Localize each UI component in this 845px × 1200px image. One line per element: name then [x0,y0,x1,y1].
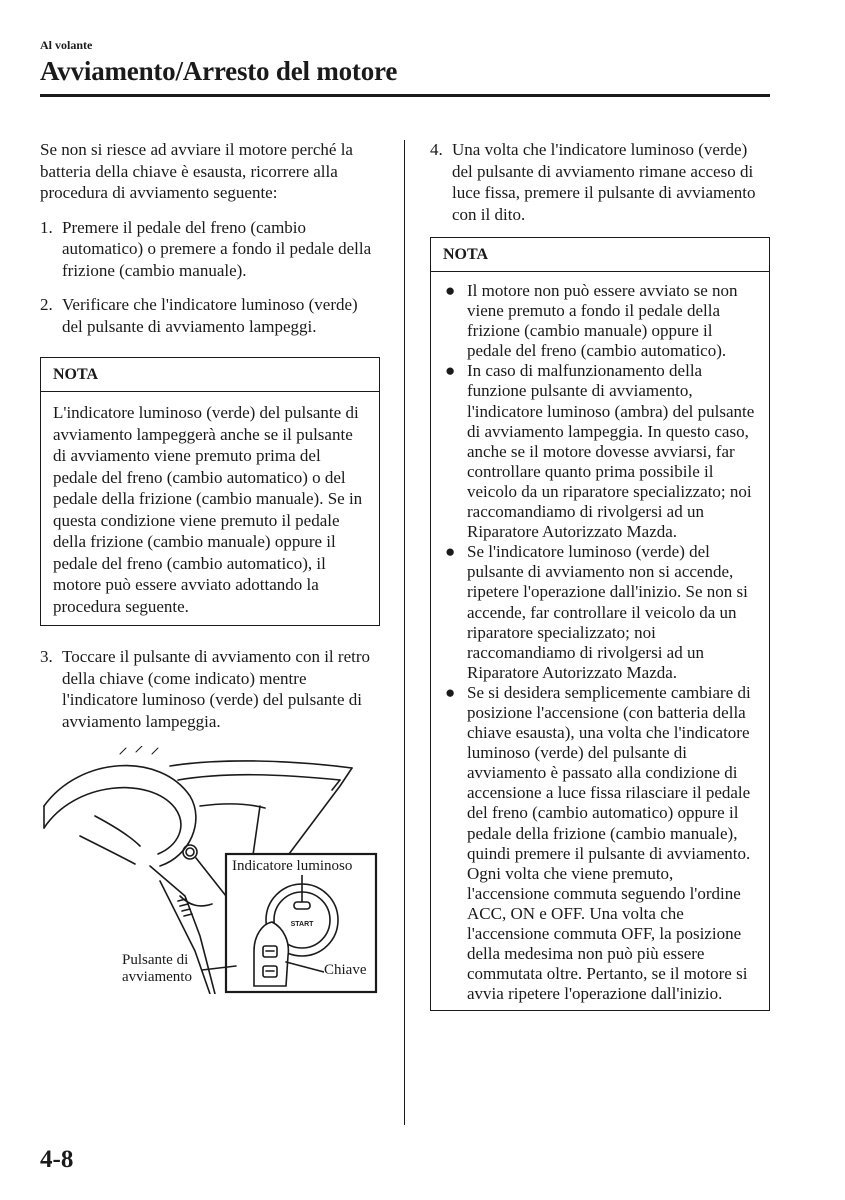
step-number: 4. [430,140,443,159]
bullet-text: Se si desidera semplicemente cambiare di posizione l'accensione (con batteria della chiave esausta), una volta che l'indicatore luminoso (verde) del pulsante di avviamento è passato alla condizione di accensione a luce fissa rilasciare il pedale del freno (cambio automatico) oppure il pedale della frizione (cambio manuale), quindi premere il pulsante di avviamento. Ogni volta che viene premuto, l'accensione commuta seguendo l'ordine ACC, ON e OFF. Una volta che l'accensione commuta OFF, la posizione della medesima non può più essere commutata oltre. Pertanto, se il motore si avvia ripetere l'operazione dall'inizio. [467,682,751,1004]
label-start-button [122,952,192,986]
label-key: Chiave [324,962,367,978]
step-text: Premere il pedale del freno (cambio automatico) o premere a fondo il pedale della frizione (cambio manuale). [62,217,372,280]
step-number: 2. [40,295,53,314]
bullet-icon: ● [445,361,456,381]
start-button-text: START [290,921,314,928]
list-item [443,281,757,361]
right-column [430,139,770,1011]
dash-button-icon [183,845,197,859]
note-heading: NOTA [41,358,379,392]
note-box-right [430,237,770,1011]
label-start-button-line1: Pulsante di [122,952,189,968]
note-text: L'indicatore luminoso (verde) del pulsante di avviamento lampeggerà anche se il pulsante di avviamento viene premuto prima del pedale del freno (cambio automatico) o del pedale della frizione (cambio manuale). Se in questa condizione viene premuto il pedale della frizione (cambio manuale) oppure il pedale del freno (cambio automatico), il motore può essere avviato adottando la procedura seguente. [53,403,363,616]
bullet-icon: ● [445,542,456,562]
list-item [443,542,757,683]
page-title: Avviamento/Arresto del motore [40,56,398,86]
steering-wheel-icon [44,766,196,866]
list-item [443,361,757,542]
column-divider [404,140,405,1125]
step-number: 1. [40,217,53,237]
left-column [40,139,380,994]
step-text: Verificare che l'indicatore luminoso (verde) del pulsante di avviamento lampeggi. [62,295,358,336]
label-start-button-line2: avviamento [122,969,192,985]
intro-paragraph: Se non si riesce ad avviare il motore perché la batteria della chiave è esausta, ricorrere alla procedura di avviamento seguente: [40,140,353,202]
bullet-icon: ● [445,682,456,702]
label-indicator: Indicatore luminoso [232,858,353,874]
step-1 [40,217,380,282]
step-text: Toccare il pulsante di avviamento con il retro della chiave (come indicato) mentre l'indicatore luminoso (verde) del pulsante di avviamento lampeggia. [62,647,371,731]
bullet-text: In caso di malfunzionamento della funzione pulsante di avviamento, l'indicatore luminoso (ambra) del pulsante di avviamento lampeggia. In questo caso, anche se il motore dovesse avviarsi, far controllare quanto prima possibile il veicolo da un riparatore specializzato; noi raccomandiamo di rivolgersi ad un Riparatore Autorizzato Mazda. [467,361,755,542]
bullet-text: Se l'indicatore luminoso (verde) del pulsante di avviamento non si accende, ripetere l'operazione dall'inizio. Se non si accende, far controllare il veicolo da un riparatore specializzato; noi raccomandiamo di rivolgersi ad un Riparatore Autorizzato Mazda. [467,542,748,682]
note-heading: NOTA [431,238,769,272]
step-2 [40,294,380,337]
step-number: 3. [40,647,53,666]
step-4 [430,139,770,225]
bullet-list [443,281,757,1004]
note-box-left [40,357,380,626]
note-bullets [431,272,769,1010]
section-label: Al volante [40,38,93,52]
step-3 [40,646,380,732]
list-item [443,683,757,1005]
title-rule [40,94,770,97]
bullet-icon: ● [445,281,456,300]
page-number: 4-8 [40,1146,74,1173]
start-button-illustration [40,746,380,994]
step-text: Una volta che l'indicatore luminoso (verde) del pulsante di avviamento rimane acceso di luce fissa, premere il pulsante di avviamento con il dito. [452,140,756,224]
bullet-text: Il motore non può essere avviato se non viene premuto a fondo il pedale della frizione (cambio manuale) oppure il pedale del freno (cambio automatico). [467,281,738,361]
